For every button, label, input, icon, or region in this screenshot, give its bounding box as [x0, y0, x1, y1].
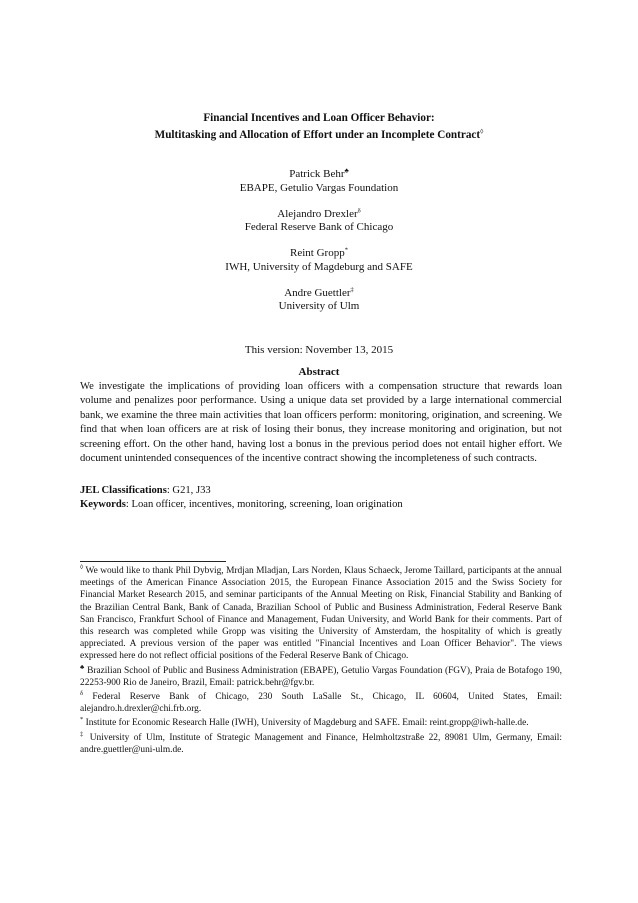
footnote-separator — [80, 561, 226, 562]
paper-title — [60, 110, 578, 144]
title-footnote-mark: ◊ — [480, 128, 484, 136]
author-name — [60, 168, 578, 182]
title-line-2 — [60, 127, 578, 144]
author-block — [60, 287, 578, 314]
footnotes — [80, 565, 562, 758]
footnote — [80, 665, 562, 689]
author-name — [60, 287, 578, 301]
author-block — [60, 168, 578, 195]
author-list — [60, 168, 578, 326]
footnote-mark: ♣ — [80, 663, 85, 671]
footnote-mark: ◊ — [80, 563, 84, 571]
author-name-text: Patrick Behr — [289, 168, 345, 180]
author-mark: ‡ — [350, 285, 354, 293]
footnote-text: Federal Reserve Bank of Chicago, 230 South LaSalle St., Chicago, IL 60604, United States, Email: alejandro.h.drexler@chi.frb.org. — [80, 692, 562, 715]
author-name-text: Andre Guettler — [284, 286, 351, 299]
footnote-text: Institute for Economic Research Halle (IWH), University of Magdeburg and SAFE. Email: reint.gropp@iwh-halle.de. — [83, 718, 529, 729]
abstract-text: We investigate the implications of providing loan officers with a compensation structure that rewards loan volume and penalizes poor performance. Using a unique data set provided by a large international commercial bank, we examine the three main activities that loan officers perform: monitoring, origination, and screening. We find that when loan officers are at risk of losing their bonus, they increase monitoring and origination, but not screening effort. On the other hand, having lost a bonus in the previous period does not entail higher effort. We document unintended consequences of the incentive contract showing the incompleteness of such contracts. — [80, 381, 562, 465]
title-line-1: Financial Incentives and Loan Officer Behavior: — [203, 112, 435, 124]
footnote-text: We would like to thank Phil Dybvig, Mrdjan Mladjan, Lars Norden, Klaus Schaeck, Jerome Taillard, participants at the annual meetings of the American Finance Association 2015, the European Finance Association 2015 and the Swiss Society for Financial Market Research 2015, and seminar participants of the Annual Meeting on Risk, Financial Stability and Banking of the Brazilian Central Bank, Bank of Canada, Brazilian School of Public and Business Administration, Federal Reserve Bank San Francisco, Frankfurt School of Finance and Management, Fudan University, and World Bank for their comments. Part of this research was completed while Gropp was visiting the University of Amsterdam, the hospitality of which is greatly appreciated. A previous version of the paper was entitled "Financial Incentives and Loan Officer Behavior". The views expressed here do not reflect official positions of the Federal Reserve Bank of Chicago. — [80, 566, 562, 662]
author-name-text: Alejandro Drexler — [277, 207, 358, 220]
author-affiliation: IWH, University of Magdeburg and SAFE — [225, 260, 413, 273]
jel-label: JEL Classifications — [80, 485, 167, 496]
footnote-mark: δ — [80, 689, 84, 697]
jel-classifications — [80, 484, 562, 498]
author-name — [60, 208, 578, 222]
classification-block — [80, 484, 562, 513]
author-block — [60, 247, 578, 274]
keywords — [80, 498, 562, 512]
footnote — [80, 732, 562, 756]
author-name-text: Reint Gropp — [290, 247, 345, 259]
author-affiliation: Federal Reserve Bank of Chicago — [244, 221, 394, 233]
version-date: This version: November 13, 2015 — [244, 344, 394, 356]
footnote-text: University of Ulm, Institute of Strategic Management and Finance, Helmholtzstraße 22, 89081 Ulm, Germany, Email: andre.guettler@uni-ulm.de. — [80, 732, 562, 755]
title-line-2-text: Multitasking and Allocation of Effort under an Incomplete Contract — [154, 129, 481, 141]
footnote — [80, 691, 562, 715]
jel-value: : G21, J33 — [166, 485, 211, 496]
footnote — [80, 717, 562, 729]
keywords-value: : Loan officer, incentives, monitoring, screening, loan origination — [125, 499, 403, 511]
abstract-heading: Abstract — [298, 366, 340, 378]
author-affiliation: EBAPE, Getulio Vargas Foundation — [239, 181, 399, 194]
keywords-label: Keywords — [80, 499, 126, 511]
author-block — [60, 208, 578, 235]
footnote-mark: * — [80, 716, 84, 724]
author-mark: * — [344, 246, 348, 254]
author-affiliation: University of Ulm — [278, 300, 360, 312]
author-name — [60, 247, 578, 261]
footnote-mark: ‡ — [80, 730, 86, 738]
author-mark: δ — [357, 206, 361, 214]
footnote-text: Brazilian School of Public and Business Administration (EBAPE), Getulio Vargas Foundation (FGV), Praia de Botafogo 190, 22253-900 Rio de Janeiro, Brazil, Email: patrick.behr@fgv.br. — [80, 665, 563, 688]
footnote — [80, 565, 562, 663]
author-mark: ♣ — [344, 167, 349, 175]
